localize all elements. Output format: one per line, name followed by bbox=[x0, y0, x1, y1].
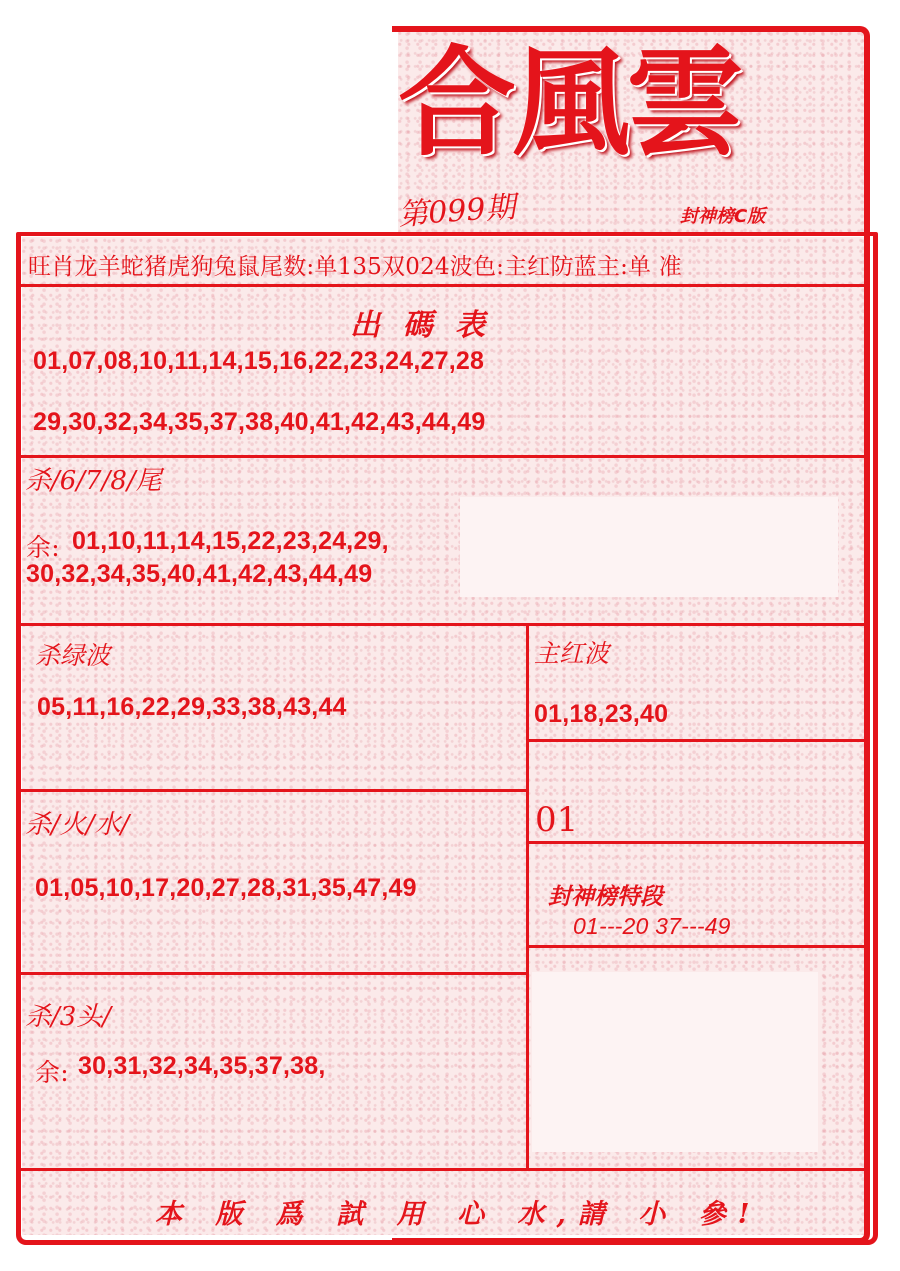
footer-note: 本 版 爲 試 用 心 水,請 小 參! bbox=[155, 1199, 762, 1230]
divider bbox=[527, 841, 866, 844]
element-kill-title: 杀/火/水/ bbox=[25, 810, 130, 840]
divider bbox=[21, 623, 866, 626]
issue-number: 第099期 bbox=[397, 189, 517, 234]
divider bbox=[21, 789, 528, 792]
single-pick: 01 bbox=[535, 800, 579, 840]
edition-label: 封神榜C版 bbox=[680, 206, 766, 227]
head-rest-label: 余: bbox=[35, 1058, 69, 1087]
summary-line: 旺肖龙羊蛇猪虎狗兔鼠尾数:单135双024波色:主红防蓝主:单 准 bbox=[28, 254, 682, 280]
divider bbox=[527, 739, 866, 742]
head-kill-title: 杀/3头/ bbox=[25, 1002, 112, 1032]
number-table-row: 29,30,32,34,35,37,38,40,41,42,43,44,49 bbox=[33, 408, 486, 436]
blank-panel bbox=[460, 497, 838, 597]
red-wave-title: 主红波 bbox=[534, 639, 610, 668]
red-wave-numbers: 01,18,23,40 bbox=[534, 700, 669, 728]
column-divider bbox=[526, 625, 529, 1170]
element-kill-numbers: 01,05,10,17,20,27,28,31,35,47,49 bbox=[35, 874, 417, 902]
divider bbox=[21, 972, 528, 975]
divider bbox=[527, 945, 866, 948]
tail-rest-numbers: 30,32,34,35,40,41,42,43,44,49 bbox=[26, 560, 373, 588]
blank-panel bbox=[532, 972, 818, 1152]
divider bbox=[21, 1168, 866, 1171]
special-range-title: 封神榜特段 bbox=[548, 883, 663, 910]
number-table-title: 出 碼 表 bbox=[350, 308, 491, 343]
green-wave-numbers: 05,11,16,22,29,33,38,43,44 bbox=[37, 693, 347, 721]
tail-rest-numbers: 01,10,11,14,15,22,23,24,29, bbox=[72, 527, 389, 555]
divider bbox=[21, 284, 866, 287]
number-table-row: 01,07,08,10,11,14,15,16,22,23,24,27,28 bbox=[33, 347, 485, 375]
tail-rest-label: 余: bbox=[26, 533, 60, 562]
head-rest-numbers: 30,31,32,34,35,37,38, bbox=[78, 1052, 326, 1080]
divider bbox=[21, 455, 866, 458]
page-title: 合風雲 bbox=[398, 33, 741, 172]
green-wave-title: 杀绿波 bbox=[35, 641, 111, 670]
special-range-values: 01---20 37---49 bbox=[573, 913, 731, 939]
tail-kill-title: 杀/6/7/8/尾 bbox=[25, 466, 162, 496]
